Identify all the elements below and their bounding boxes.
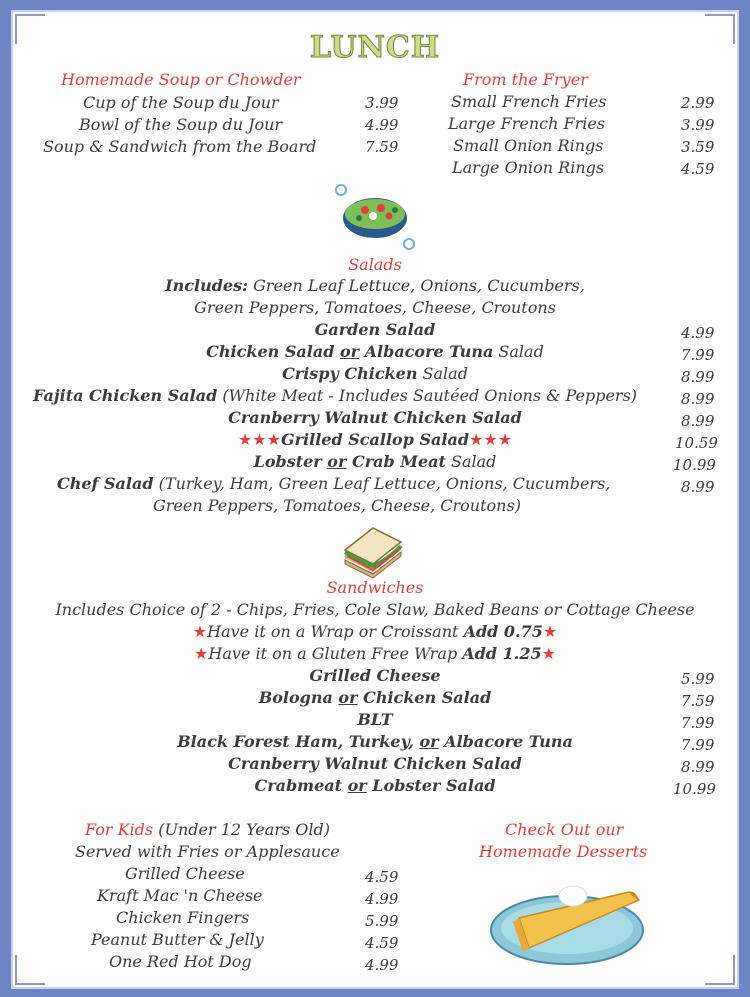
kids-item: Grilled Cheese	[125, 864, 245, 883]
kids-price: 4.59	[365, 868, 399, 886]
soup-price: 7.59	[365, 138, 399, 156]
salad-price: 10.59	[675, 434, 718, 452]
salad-item: Lobster or Crab Meat Salad	[253, 452, 497, 471]
salad-price: 8.99	[681, 412, 715, 430]
salad-price: 4.99	[681, 324, 715, 342]
salad-item: Crispy Chicken Salad	[282, 364, 468, 383]
salads-heading: Salads	[348, 255, 402, 274]
soup-item: Soup & Sandwich from the Board	[43, 137, 317, 156]
soup-price: 4.99	[365, 116, 399, 134]
soup-item: Cup of the Soup du Jour	[83, 93, 279, 112]
sandwich-item: Black Forest Ham, Turkey, or Albacore Tuna	[177, 732, 573, 751]
kids-heading: For Kids (Under 12 Years Old)	[85, 820, 330, 839]
sandwich-item: Bologna or Chicken Salad	[258, 688, 492, 707]
fryer-item: Large French Fries	[448, 114, 606, 133]
soup-item: Bowl of the Soup du Jour	[79, 115, 283, 134]
frame-corner	[15, 955, 45, 985]
salad-item: Garden Salad	[314, 320, 436, 339]
kids-item: Peanut Butter & Jelly	[91, 930, 264, 949]
kids-item: Chicken Fingers	[116, 908, 250, 927]
salad-price: 8.99	[681, 478, 715, 496]
sandwich-item: Crabmeat or Lobster Salad	[254, 776, 496, 795]
salad-item: Cranberry Walnut Chicken Salad	[228, 408, 522, 427]
soup-heading: Homemade Soup or Chowder	[61, 70, 301, 89]
salad-item: Chef Salad (Turkey, Ham, Green Leaf Lettuce, Onions, Cucumbers,	[57, 474, 611, 493]
menu-page	[11, 10, 739, 989]
kids-item: One Red Hot Dog	[109, 952, 252, 971]
salad-item: ★★★Grilled Scallop Salad★★★	[237, 430, 513, 449]
sandwich-price: 7.59	[681, 692, 715, 710]
soup-price: 3.99	[365, 94, 399, 112]
menu-title: LUNCH	[309, 30, 441, 65]
salad-bowl-icon	[329, 182, 421, 256]
kids-price: 5.99	[365, 912, 399, 930]
kids-price: 4.99	[365, 890, 399, 908]
sandwich-price: 7.99	[681, 736, 715, 754]
fryer-price: 3.59	[681, 138, 715, 156]
sandwich-price: 7.99	[681, 714, 715, 732]
sandwich-item: Grilled Cheese	[309, 666, 441, 685]
salad-item: Chicken Salad or Albacore Tuna Salad	[206, 342, 544, 361]
sandwiches-wrap-option: ★Have it on a Wrap or Croissant Add 0.75★	[192, 622, 558, 641]
sandwich-price: 8.99	[681, 758, 715, 776]
fryer-price: 3.99	[681, 116, 715, 134]
fryer-item: Large Onion Rings	[452, 158, 605, 177]
fryer-price: 2.99	[681, 94, 715, 112]
fryer-item: Small French Fries	[451, 92, 607, 111]
pie-slice-icon	[489, 870, 649, 966]
fryer-item: Small Onion Rings	[453, 136, 604, 155]
salads-includes-line2: Green Peppers, Tomatoes, Cheese, Croutons	[194, 298, 556, 317]
sandwich-price: 5.99	[681, 670, 715, 688]
desserts-line1: Check Out our	[505, 820, 624, 839]
salad-price: 7.99	[681, 346, 715, 364]
salads-includes: Includes: Green Leaf Lettuce, Onions, Cucumbers,	[165, 276, 585, 295]
sandwich-price: 10.99	[673, 780, 716, 798]
frame-corner	[705, 955, 735, 985]
sandwiches-heading: Sandwiches	[326, 578, 424, 597]
kids-served: Served with Fries or Applesauce	[75, 842, 340, 861]
salad-price: 8.99	[681, 390, 715, 408]
salad-item-line2: Green Peppers, Tomatoes, Cheese, Croutons)	[153, 496, 521, 515]
fryer-price: 4.59	[681, 160, 715, 178]
kids-item: Kraft Mac 'n Cheese	[97, 886, 263, 905]
fryer-heading: From the Fryer	[463, 70, 588, 89]
sandwiches-gf-option: ★Have it on a Gluten Free Wrap Add 1.25★	[194, 644, 556, 663]
desserts-line2: Homemade Desserts	[479, 842, 648, 861]
sandwich-icon	[337, 520, 409, 580]
salad-price: 8.99	[681, 368, 715, 386]
sandwich-item: Cranberry Walnut Chicken Salad	[228, 754, 522, 773]
kids-price: 4.59	[365, 934, 399, 952]
salad-item: Fajita Chicken Salad (White Meat - Includes Sautéed Onions & Peppers)	[33, 386, 638, 405]
salad-price: 10.99	[673, 456, 716, 474]
sandwich-item: BLT	[357, 710, 393, 729]
kids-price: 4.99	[365, 956, 399, 974]
sandwiches-includes: Includes Choice of 2 - Chips, Fries, Cole Slaw, Baked Beans or Cottage Cheese	[55, 600, 695, 619]
